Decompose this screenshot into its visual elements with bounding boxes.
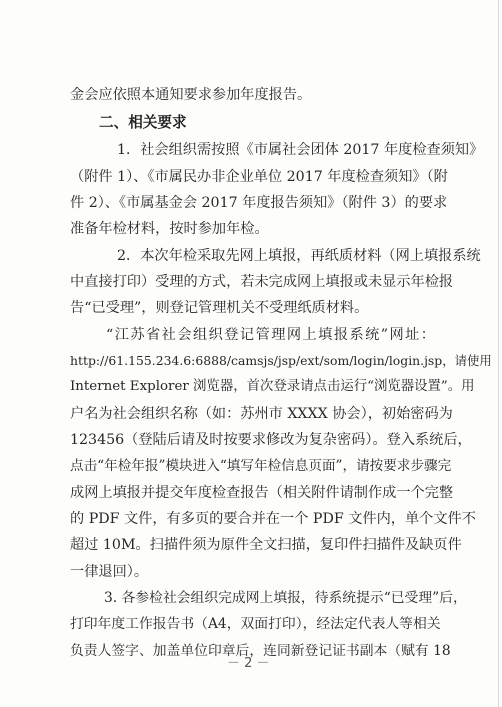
text-line: Internet Explorer 浏览器，首次登录请点击运行“浏览器设置”。用 <box>70 379 475 394</box>
text-line: 一律退回）。 <box>70 564 149 580</box>
page-edge <box>498 0 499 707</box>
text-line: 户名为社会组织名称（如：苏州市 XXXX 协会），初始密码为 <box>70 406 453 422</box>
text-line: 点击“年检年报”模块进入“填写年检信息页面”，请按要求步骤完 <box>70 458 452 474</box>
text-line: 3. 各参检社会组织完成网上填报，待系统提示“已受理”后， <box>104 590 467 606</box>
section-heading: 二、相关要求 <box>99 114 187 131</box>
text-line: 金会应依照本通知要求参加年度报告。 <box>70 87 312 103</box>
text-line: 告“已受理”，则登记管理机关不受理纸质材料。 <box>70 300 369 316</box>
text-line: 负责人签字、加盖单位印章后，连同新登记证书副本（赋有 18 <box>70 643 451 659</box>
text-line: 件 2）、《市属基金会 2017 年度报告须知》（附件 3）的要求 <box>70 195 448 211</box>
text-line: 1．社会组织需按照《市属社会团体 2017 年度检查须知》 <box>117 142 484 158</box>
text-line: 的 PDF 文件，有多页的要合并在一个 PDF 文件内，单个文件不 <box>70 511 476 527</box>
text-line: 2．本次年检采取先网上填报，再纸质材料（网上填报系统 <box>117 248 481 264</box>
text-line: 中直接打印）受理的方式，若未完成网上填报或未显示年检报 <box>70 274 454 290</box>
text-line: “江苏省社会组织登记管理网上填报系统”网址： <box>106 327 435 343</box>
text-line: 超过 10M。扫描件须为原件全文扫描，复印件扫描件及缺页件 <box>70 537 462 553</box>
page-number: － 2 － <box>227 656 270 671</box>
text-line: 准备年检材料，按时参加年检。 <box>70 221 269 237</box>
text-line: 打印年度工作报告书（A4，双面打印），经法定代表人等相关 <box>70 616 441 632</box>
text-line: 成网上填报并提交年度检查报告（相关附件请制作成一个完整 <box>70 485 454 501</box>
text-line: 123456（登陆后请及时按要求修改为复杂密码）。登入系统后， <box>70 432 472 448</box>
text-line: （附件 1）、《市属民办非企业单位 2017 年度检查须知》（附 <box>70 169 448 185</box>
text-line: http://61.155.234.6:6888/camsjs/jsp/ext/som/login/login.jsp，请使用 <box>70 353 492 368</box>
